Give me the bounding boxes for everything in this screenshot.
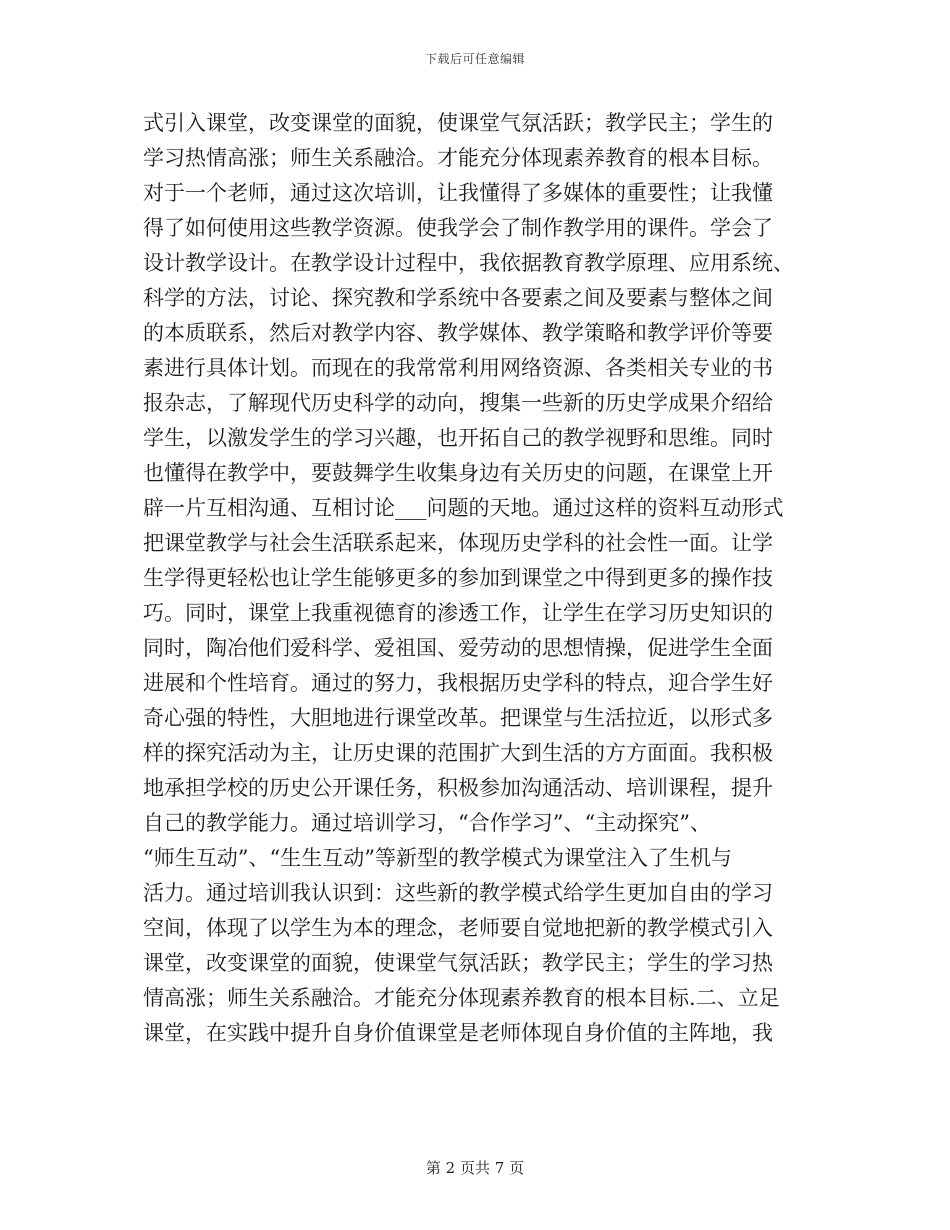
text-line: 地承担学校的历史公开课任务，积极参加沟通活动、培训课程，提升	[143, 776, 773, 800]
text-line: 把课堂教学与社会生活联系起来，体现历史学科的社会性一面。让学	[143, 531, 773, 555]
text-line: 样的探究活动为主，让历史课的范围扩大到生活的方方面面。我积极	[143, 741, 773, 765]
text-line: 科学的方法，讨论、探究教和学系统中各要素之间及要素与整体之间	[143, 286, 773, 310]
text-line: “师生互动”、“生生互动”等新型的教学模式为课堂注入了生机与	[143, 846, 732, 870]
text-line: 得了如何使用这些教学资源。使我学会了制作教学用的课件。学会了	[143, 216, 773, 240]
text-line: 素进行具体计划。而现在的我常常利用网络资源、各类相关专业的书	[143, 356, 773, 380]
text-line: 活力。通过培训我认识到：这些新的教学模式给学生更加自由的学习	[143, 881, 773, 905]
text-line: 巧。同时，课堂上我重视德育的渗透工作，让学生在学习历史知识的	[143, 601, 773, 625]
text-line: 对于一个老师，通过这次培训，让我懂得了多媒体的重要性；让我懂	[143, 181, 773, 205]
header-note: 下载后可任意编辑	[424, 52, 525, 66]
text-line: 空间，体现了以学生为本的理念，老师要自觉地把新的教学模式引入	[143, 916, 773, 940]
text-line: 辟一片互相沟通、互相讨论___问题的天地。通过这样的资料互动形式	[143, 496, 784, 520]
text-line: 报杂志，了解现代历史科学的动向，搜集一些新的历史学成果介绍给	[143, 391, 773, 415]
text-line: 同时，陶冶他们爱科学、爱祖国、爱劳动的思想情操，促进学生全面	[143, 636, 773, 660]
text-line: 式引入课堂，改变课堂的面貌，使课堂气氛活跃；教学民主；学生的	[143, 111, 773, 135]
text-line: 学习热情高涨；师生关系融洽。才能充分体现素养教育的根本目标。	[143, 146, 773, 170]
text-line: 也懂得在教学中，要鼓舞学生收集身边有关历史的问题，在课堂上开	[143, 461, 773, 485]
text-line: 课堂，改变课堂的面貌，使课堂气氛活跃；教学民主；学生的学习热	[143, 951, 773, 975]
text-line: 学生，以激发学生的学习兴趣，也开拓自己的教学视野和思维。同时	[143, 426, 773, 450]
text-line: 进展和个性培育。通过的努力，我根据历史学科的特点，迎合学生好	[143, 671, 773, 695]
text-line: 生学得更轻松也让学生能够更多的参加到课堂之中得到更多的操作技	[143, 566, 773, 590]
page-number: 第 2 页共 7 页	[425, 1159, 525, 1177]
text-line: 的本质联系，然后对教学内容、教学媒体、教学策略和教学评价等要	[143, 321, 773, 345]
body-text	[143, 106, 813, 1051]
text-line: 奇心强的特性，大胆地进行课堂改革。把课堂与生活拉近，以形式多	[143, 706, 773, 730]
text-line: 情高涨；师生关系融洽。才能充分体现素养教育的根本目标.二、立足	[143, 986, 780, 1010]
text-line: 设计教学设计。在教学设计过程中，我依据教育教学原理、应用系统、	[143, 251, 794, 275]
text-line: 自己的教学能力。通过培训学习，“合作学习”、“主动探究”、	[143, 811, 711, 835]
text-line: 课堂，在实践中提升自身价值课堂是老师体现自身价值的主阵地，我	[143, 1021, 773, 1045]
